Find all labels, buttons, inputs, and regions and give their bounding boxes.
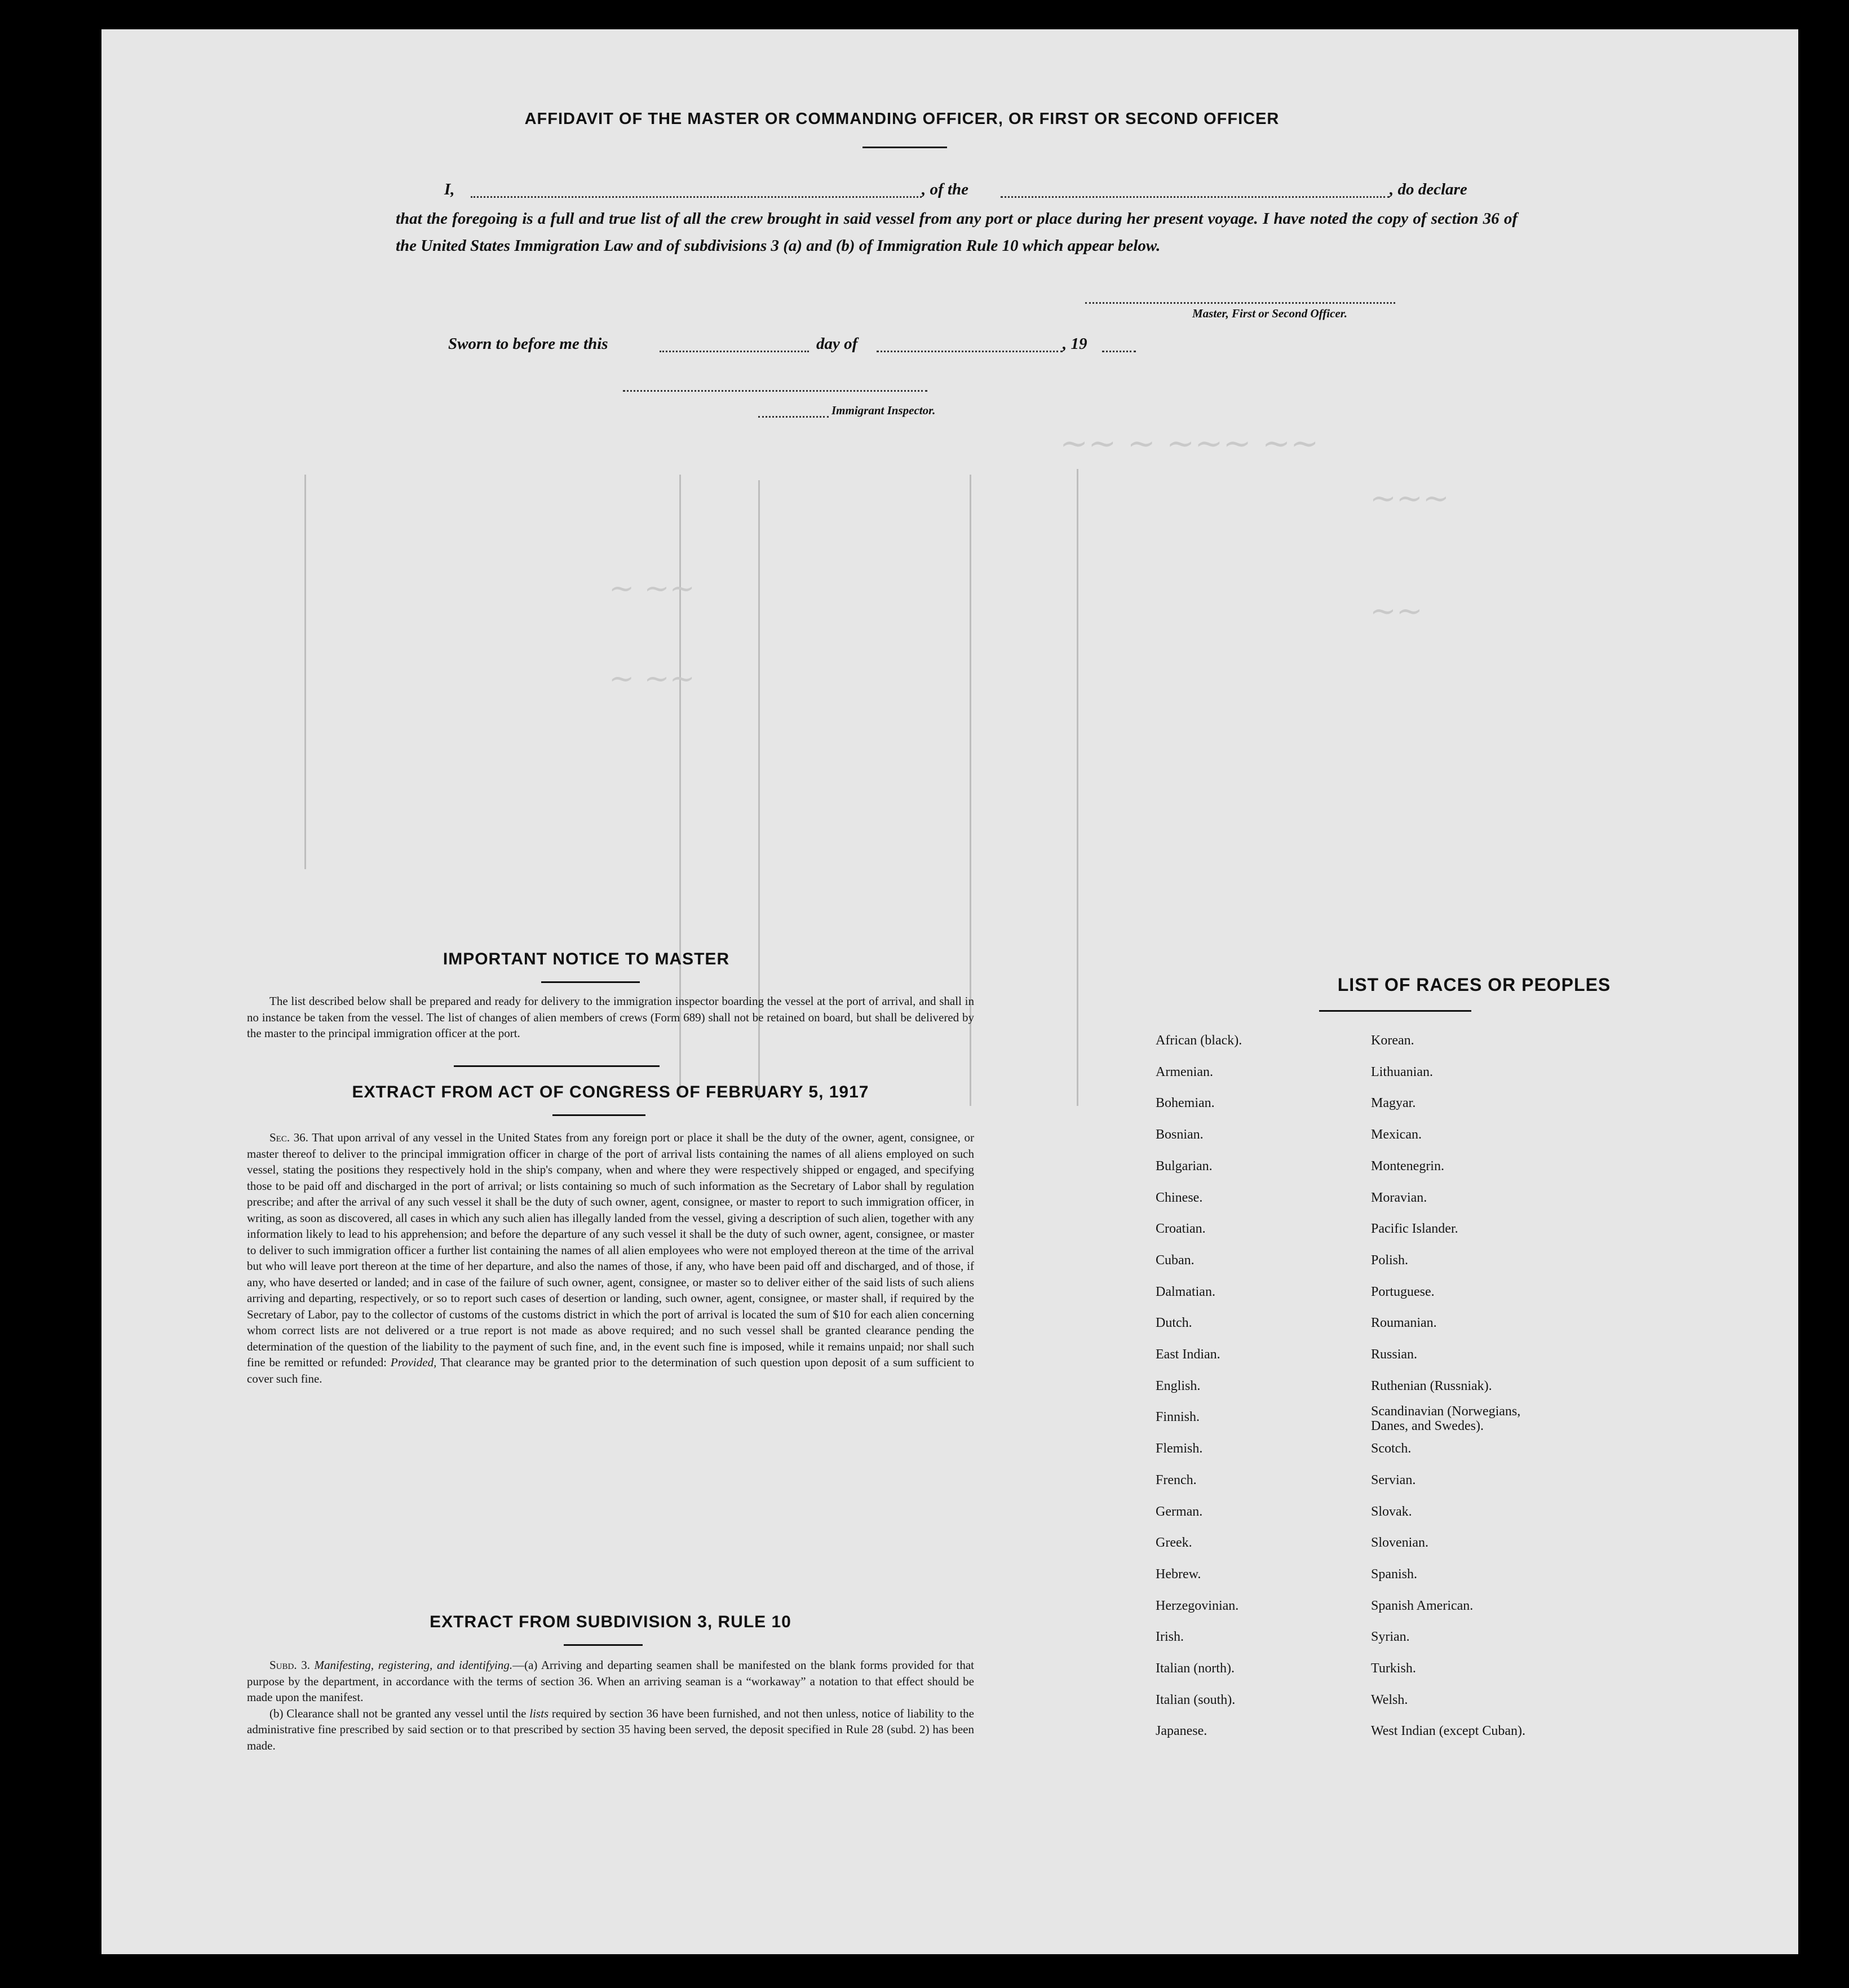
race-item: Welsh. <box>1371 1692 1408 1707</box>
affidavit-of-the-label: , of the <box>922 180 968 198</box>
race-item: African (black). <box>1156 1033 1242 1048</box>
bleed-through-handwriting: ~ ~~ <box>609 570 695 606</box>
race-item: Slovenian. <box>1371 1535 1428 1551</box>
act-title-underline <box>552 1114 645 1116</box>
bleed-through-handwriting: ~ ~~ <box>609 661 695 696</box>
race-item: Greek. <box>1156 1535 1192 1551</box>
race-item: Bohemian. <box>1156 1096 1215 1111</box>
race-item: Spanish. <box>1371 1566 1418 1582</box>
race-item: Dalmatian. <box>1156 1284 1215 1299</box>
bleed-through-handwriting: ~~~ <box>1370 480 1449 517</box>
races-title-underline <box>1319 1010 1471 1012</box>
sworn-day-field[interactable] <box>660 351 809 352</box>
act-section-36 <box>247 1130 974 1387</box>
notice-text: The list described below shall be prepared and ready for delivery to the immigration inspector boarding the vessel at the port of arrival, and shall in no instance be taken from the vessel. The list of changes of alien members of crews (Form 689) shall not be retained on board, but shall be delivered by the master to the principal immigration officer at the port. <box>247 994 974 1040</box>
race-item: Magyar. <box>1371 1096 1416 1111</box>
sworn-year-prefix: , 19 <box>1063 335 1087 353</box>
race-item: Montenegrin. <box>1371 1158 1444 1174</box>
races-left-column <box>1156 1025 1242 1747</box>
title-underline <box>862 147 947 148</box>
rule10-subd-label: Subd. 3. <box>269 1658 310 1672</box>
race-item: Hebrew. <box>1156 1566 1201 1582</box>
rule10-para-b-rest: required by section 36 have been furnished, and not then unless, notice of liability to the administrative fine prescribed by said section or to that prescribed by section 35 having been served, the deposit specified in Rule 28 (subd. 2) has been made. <box>247 1706 975 1752</box>
race-item: English. <box>1156 1378 1201 1393</box>
rule10-para-b-prefix: (b) Clearance shall not be granted any vessel until the <box>269 1706 527 1720</box>
affidavit-i-label: I, <box>444 180 455 198</box>
bleed-through-line <box>304 475 306 869</box>
races-title: LIST OF RACES OR PEOPLES <box>1337 975 1611 995</box>
race-item: Polish. <box>1371 1252 1409 1268</box>
rule10-title-underline <box>564 1644 643 1646</box>
race-item: Bulgarian. <box>1156 1158 1213 1174</box>
race-item: Roumanian. <box>1371 1316 1437 1331</box>
race-item: Spanish American. <box>1371 1598 1474 1613</box>
race-item: Italian (north). <box>1156 1661 1235 1676</box>
sworn-day-of: day of <box>816 335 858 353</box>
race-item: West Indian (except Cuban). <box>1371 1724 1525 1739</box>
rule10-para-b-lists: lists <box>529 1706 549 1720</box>
master-signature-label: Master, First or Second Officer. <box>1192 307 1347 320</box>
race-item: Bosnian. <box>1156 1127 1204 1143</box>
race-item: Flemish. <box>1156 1441 1203 1456</box>
sworn-month-field[interactable] <box>877 351 1063 352</box>
race-item: Slovak. <box>1371 1504 1412 1519</box>
document-page <box>101 29 1798 1954</box>
rule10-subd-heading: Manifesting, registering, and identifying. <box>314 1658 513 1672</box>
race-item: Ruthenian (Russniak). <box>1371 1378 1492 1393</box>
races-right-column <box>1371 1025 1557 1747</box>
master-signature-field[interactable] <box>1085 302 1395 304</box>
sworn-prefix: Sworn to before me this <box>448 335 608 353</box>
affidavit-do-declare-label: , do declare <box>1390 180 1467 198</box>
act-provided-label: Provided, <box>390 1356 437 1369</box>
affidavit-paragraph: that the foregoing is a full and true list of all the crew brought in said vessel from any port or place during her present voyage. I have noted the copy of section 36 of the United States Immigration Law and of subdivisions 3 (a) and (b) of Immigration Rule 10 which appear below. <box>396 210 1518 255</box>
inspector-signature-line2 <box>758 416 829 418</box>
race-item: German. <box>1156 1504 1203 1519</box>
race-item: Lithuanian. <box>1371 1064 1433 1079</box>
race-item: Scotch. <box>1371 1441 1412 1456</box>
notice-title: IMPORTANT NOTICE TO MASTER <box>443 950 730 968</box>
race-item: Servian. <box>1371 1472 1416 1487</box>
bleed-through-line <box>1077 469 1078 1106</box>
rule10-para-a: —(a) Arriving and departing seamen shall be manifested on the blank forms provided for that purpose by the department, in accordance with the terms of section 36. When an arriving seaman is a “workaway” a notation to that effect should be made upon the manifest. <box>247 1658 975 1704</box>
act-text: That upon arrival of any vessel in the United States from any foreign port or place it shall be the duty of the owner, agent, consignee, or master thereof to deliver to the principal immigration officer in charge of the port of arrival lists containing the names of all aliens employed on such vessel, stating the positions they respectively hold in the ship's company, when and where they were respectively shipped or engaged, and specifying those to be paid off and discharged in the port of arrival; or lists containing so much of such information as the Secretary of Labor shall by regulation prescribe; and after the arrival of any such vessel it shall be the duty of such owner, agent, consignee, or master to report to such immigration officer, in writing, as soon as discovered, all cases in which any such alien has illegally landed from the vessel, giving a description of such alien, together with any information likely to lead to his apprehension; and before the departure of any such vessel it shall be the duty of such owner, agent, consignee, or master to deliver to such immigration officer a further list containing the names of all alien employees who were not employed thereon at the time of the arrival but who will leave port thereon at the time of her departure, and also the names of those, if any, who have been paid off and discharged, and of those, if any, who have deserted or landed; and in case of the failure of such owner, agent, consignee, or master so to deliver either of the said lists of such aliens arriving and departing, respectively, or so to report such cases of desertion or landing, such owner, agent, consignee, or master shall, if required by the Secretary of Labor, pay to the collector of customs of the customs district in which the port of arrival is located the sum of $10 for each alien concerning whom correct lists are not delivered or a true report is not made as above required; and no such vessel shall be granted clearance pending the determination of the question of the liability to the payment of such fine, and, in the event such fine is imposed, while it remains unpaid; nor shall such fine be remitted or refunded: <box>247 1131 974 1369</box>
vessel-name-field[interactable] <box>1001 196 1390 198</box>
act-sec-label: Sec. 36. <box>269 1131 308 1144</box>
race-item: Italian (south). <box>1156 1692 1236 1707</box>
race-item: Portuguese. <box>1371 1284 1435 1299</box>
section-divider <box>454 1065 660 1067</box>
act-title: EXTRACT FROM ACT OF CONGRESS OF FEBRUARY 5, 1917 <box>352 1083 869 1101</box>
notice-title-underline <box>541 981 640 983</box>
inspector-label: Immigrant Inspector. <box>831 404 936 417</box>
rule10-title: EXTRACT FROM SUBDIVISION 3, RULE 10 <box>430 1613 791 1631</box>
race-item: Finnish. <box>1156 1410 1200 1425</box>
race-item: Irish. <box>1156 1630 1184 1645</box>
race-item: Armenian. <box>1156 1064 1213 1079</box>
race-item: Dutch. <box>1156 1316 1192 1331</box>
race-item: Mexican. <box>1371 1127 1422 1143</box>
race-item: Scandinavian (Norwegians, Danes, and Swedes). <box>1371 1404 1521 1434</box>
inspector-signature-field[interactable] <box>623 390 927 392</box>
race-item: Korean. <box>1371 1033 1414 1048</box>
race-item: Moravian. <box>1371 1190 1427 1205</box>
race-item: Herzegovinian. <box>1156 1598 1239 1613</box>
bleed-through-handwriting: ~~ ~ ~~~ ~~ <box>1060 424 1319 463</box>
race-item: Croatian. <box>1156 1221 1206 1237</box>
race-item: Pacific Islander. <box>1371 1221 1458 1237</box>
race-item: Russian. <box>1371 1347 1418 1362</box>
officer-name-field[interactable] <box>471 196 922 198</box>
sworn-year-field[interactable] <box>1102 351 1136 352</box>
race-item: Japanese. <box>1156 1724 1207 1739</box>
rule10-text <box>247 1657 974 1754</box>
race-item: Turkish. <box>1371 1661 1416 1676</box>
bleed-through-handwriting: ~~ <box>1370 593 1423 630</box>
affidavit-title: AFFIDAVIT OF THE MASTER OR COMMANDING OFFICER, OR FIRST OR SECOND OFFICER <box>524 110 1280 128</box>
race-item: East Indian. <box>1156 1347 1220 1362</box>
race-item: Cuban. <box>1156 1252 1195 1268</box>
race-item: Syrian. <box>1371 1630 1410 1645</box>
act-provided-text: That clearance may be granted prior to the determination of such question upon deposit of a sum sufficient to cover such fine. <box>247 1356 975 1385</box>
race-item: Chinese. <box>1156 1190 1203 1205</box>
race-item: French. <box>1156 1472 1197 1487</box>
